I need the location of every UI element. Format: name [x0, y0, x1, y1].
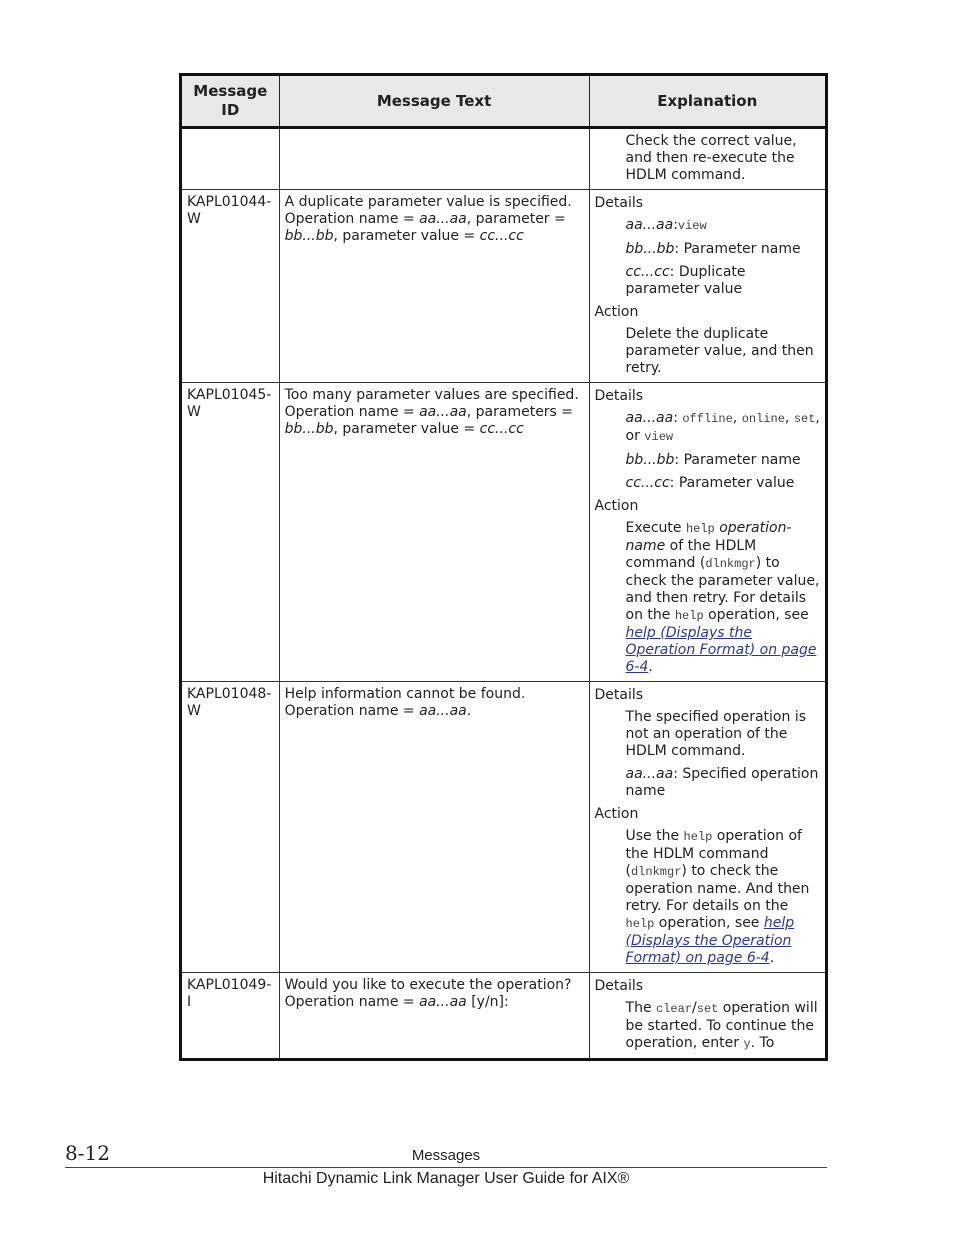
message-id-cell — [181, 128, 280, 190]
details-label: Details — [594, 687, 644, 703]
cross-reference-link[interactable]: help (Displays the Operation Format) on page 6-4 — [625, 915, 795, 966]
detail-item: The specified operation is not an operation of the HDLM command. — [625, 709, 807, 759]
variable: bb...bb — [284, 228, 334, 244]
message-id-cell — [181, 190, 280, 383]
variable: aa...aa — [625, 766, 674, 782]
message-text-cell — [279, 682, 589, 973]
detail-text: : Parameter name — [674, 241, 801, 257]
section-name: Messages — [411, 1147, 481, 1164]
page-number: 8-12 — [65, 1141, 110, 1165]
table-row — [181, 383, 827, 682]
table-row — [181, 190, 827, 383]
message-id-cell — [181, 682, 280, 973]
messages-table — [179, 73, 828, 1061]
variable: cc...cc — [479, 421, 524, 437]
separator: , or — [625, 410, 820, 444]
code-text: dlnkmgr — [630, 865, 682, 879]
action-label: Action — [594, 806, 639, 822]
header-message-text: Message Text — [279, 75, 589, 128]
action-text: Delete the duplicate parameter value, and then retry. — [625, 326, 814, 376]
detail-text: : Parameter name — [674, 452, 801, 468]
separator: : — [673, 410, 683, 426]
action-text — [626, 828, 820, 967]
code-text: y — [743, 1037, 751, 1051]
detail-text: : Duplicate parameter value — [625, 264, 746, 297]
table-row — [181, 973, 827, 1060]
action-text — [626, 520, 820, 676]
action-text-part: Use the — [625, 828, 684, 844]
detail-text: operation will be started. To continue the operation, enter — [625, 1000, 818, 1051]
variable: aa...aa — [419, 994, 467, 1010]
detail-item — [626, 766, 820, 800]
message-text: , parameter value = — [333, 228, 480, 244]
message-id-cell — [181, 973, 280, 1060]
code-text: set — [793, 412, 816, 426]
message-text: , parameter = — [466, 211, 566, 227]
variable: cc...cc — [625, 475, 670, 491]
message-text: A duplicate parameter value is specified. Operation name = — [284, 194, 572, 227]
separator: , — [784, 410, 794, 426]
action-text-part: operation, see — [703, 607, 809, 623]
code-text: clear — [656, 1002, 693, 1016]
message-text: Help information cannot be found. Operation name = — [284, 686, 526, 719]
detail-item — [626, 241, 820, 258]
explanation-cell — [589, 190, 826, 383]
code-text: help — [683, 830, 713, 844]
action-text-part: . — [648, 659, 653, 675]
footer-divider — [65, 1167, 827, 1168]
detail-text: The — [625, 1000, 657, 1016]
continued-action-text: Check the correct value, and then re-execute the HDLM command. — [625, 133, 797, 183]
message-id: KAPL01045-W — [187, 387, 272, 420]
table-row — [181, 682, 827, 973]
table-header-row — [181, 75, 827, 128]
variable: bb...bb — [284, 421, 334, 437]
details-label: Details — [594, 388, 644, 404]
separator: / — [692, 1000, 697, 1016]
action-text-part: of the HDLM command ( — [625, 538, 757, 571]
details-label: Details — [594, 978, 644, 994]
explanation-cell — [589, 973, 826, 1060]
code-text: offline — [682, 412, 733, 426]
variable: aa...aa — [625, 217, 674, 233]
message-text-cell — [279, 973, 589, 1060]
message-text: Would you like to execute the operation? Operation name = — [284, 977, 572, 1010]
message-id-cell — [181, 383, 280, 682]
message-text-cell — [279, 383, 589, 682]
action-text-part: ) to check the operation name. And then retry. For details on the — [625, 863, 810, 914]
message-text: , parameters = — [466, 404, 574, 420]
separator: , — [732, 410, 742, 426]
action-label: Action — [594, 498, 639, 514]
variable: aa...aa — [419, 703, 467, 719]
detail-item — [626, 264, 820, 298]
message-text-cell — [279, 190, 589, 383]
message-text: , parameter value = — [333, 421, 480, 437]
variable: aa...aa — [625, 410, 674, 426]
action-label: Action — [594, 304, 639, 320]
table-row — [181, 128, 827, 190]
message-text: [y/n]: — [466, 994, 509, 1010]
code-text: help — [685, 522, 715, 536]
variable: operation-name — [625, 520, 792, 554]
detail-item — [626, 1000, 820, 1053]
code-text: help — [625, 917, 655, 931]
detail-item — [626, 475, 820, 492]
header-explanation: Explanation — [589, 75, 826, 128]
detail-text: : Parameter value — [669, 475, 795, 491]
message-id: KAPL01044-W — [187, 194, 272, 227]
action-text-part: . — [769, 950, 775, 966]
message-text: . — [466, 703, 472, 719]
code-text: dlnkmgr — [705, 557, 756, 571]
code-text: online — [741, 412, 785, 426]
action-text-part: ) to check the parameter value, and then retry. For details on the — [625, 555, 820, 623]
detail-text: : Specified operation name — [625, 766, 819, 799]
code-text: view — [644, 430, 674, 444]
detail-item — [626, 410, 820, 446]
code-text: help — [674, 609, 704, 623]
detail-text: . To — [750, 1035, 775, 1051]
message-text-cell — [279, 128, 589, 190]
message-id: KAPL01048-W — [187, 686, 272, 719]
cross-reference-link[interactable]: help (Displays the Operation Format) on page 6-4 — [625, 625, 817, 675]
variable: bb...bb — [625, 241, 675, 257]
explanation-cell — [589, 383, 826, 682]
action-text-part: operation, see — [654, 915, 764, 931]
explanation-cell — [589, 682, 826, 973]
variable: aa...aa — [419, 404, 467, 420]
action-text-part: operation of the HDLM command ( — [625, 828, 802, 879]
code-text: view — [677, 219, 707, 233]
detail-item — [626, 217, 820, 235]
variable: bb...bb — [625, 452, 675, 468]
header-message-id: Message ID — [181, 75, 280, 128]
action-text-part: Execute — [625, 520, 686, 536]
variable: aa...aa — [419, 211, 467, 227]
detail-item — [626, 452, 820, 469]
explanation-cell — [589, 128, 826, 190]
book-title: Hitachi Dynamic Link Manager User Guide for AIX® — [262, 1170, 630, 1187]
separator: : — [673, 217, 678, 233]
message-text: Too many parameter values are specified. Operation name = — [284, 387, 579, 420]
message-id: KAPL01049-I — [187, 977, 272, 1010]
variable: cc...cc — [479, 228, 524, 244]
variable: cc...cc — [625, 264, 670, 280]
details-label: Details — [594, 195, 644, 211]
code-text: set — [696, 1002, 719, 1016]
